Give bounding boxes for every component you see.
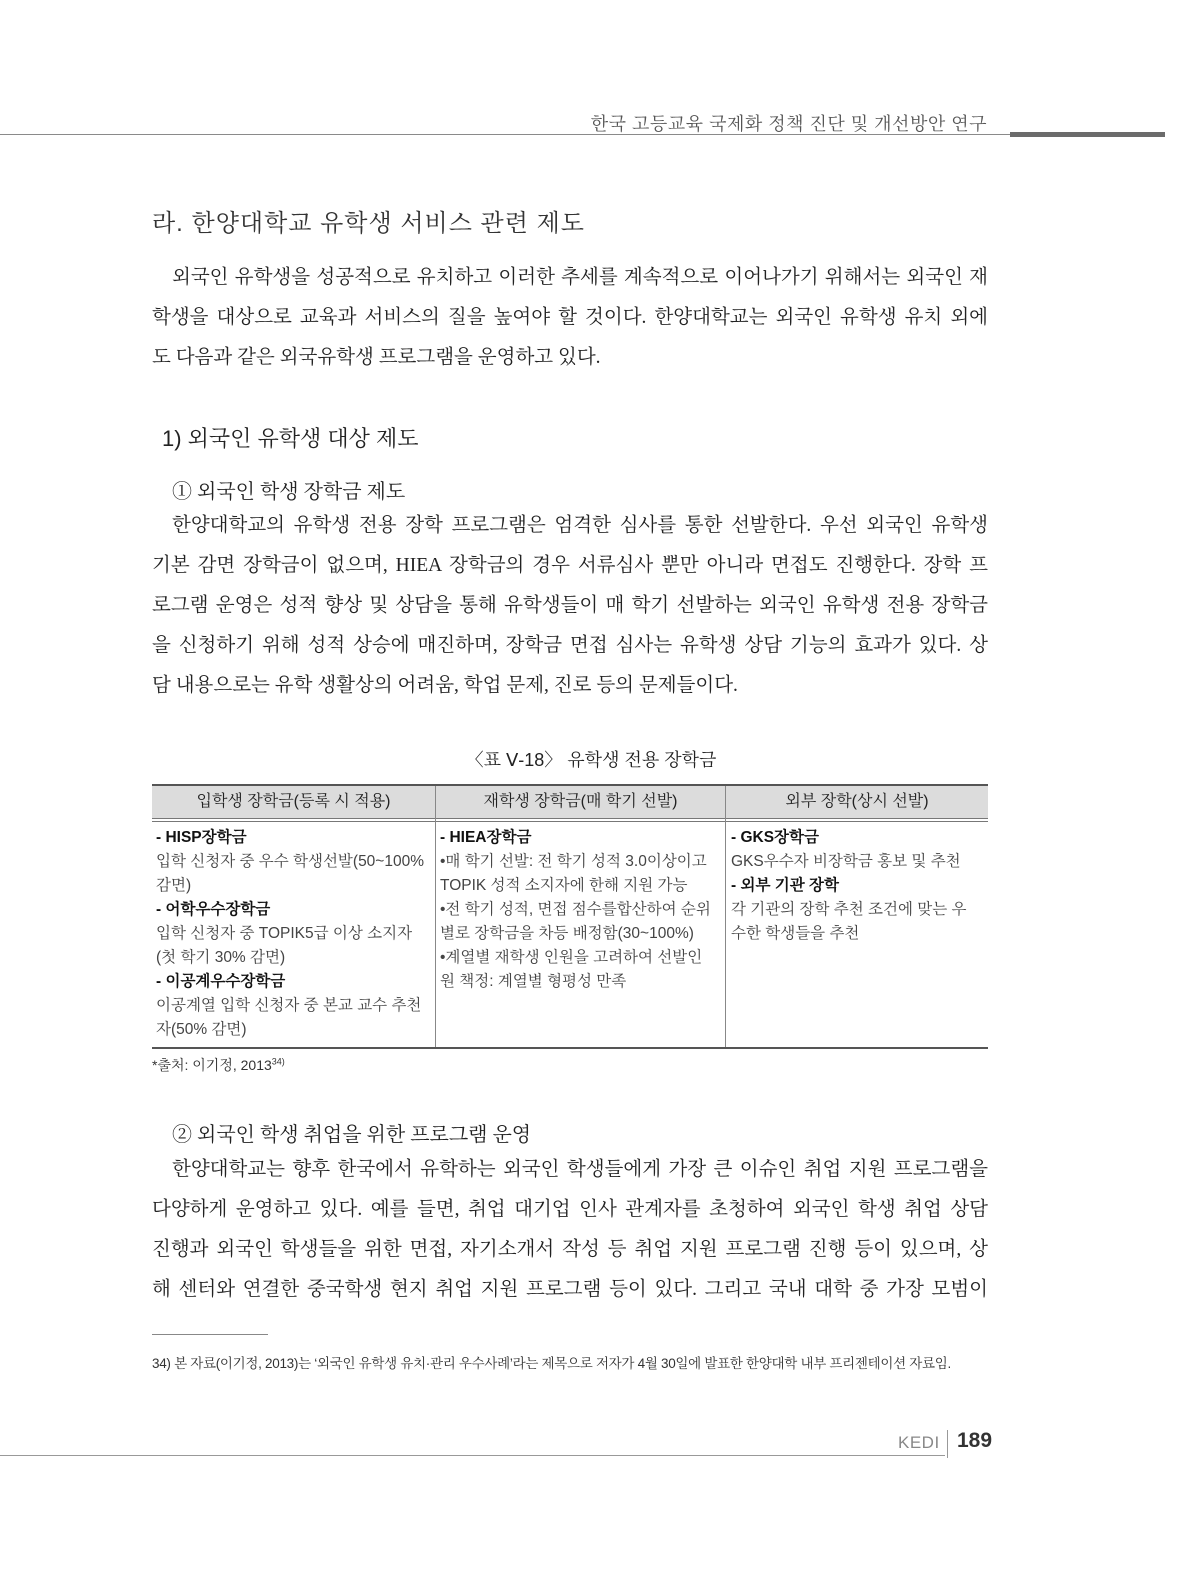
- text-line: 로그램 운영은 성적 향상 및 상담을 통해 유학생들이 매 학기 선발하는 외국인 유학생 전용 장학금: [152, 595, 988, 616]
- table-column-divider: [435, 786, 436, 1048]
- source-text: *출처: 이기정, 2013: [152, 1057, 272, 1073]
- footnote: 34) 본 자료(이기정, 2013)는 ‘외국인 유학생 유치·관리 우수사례’라는 제목으로 저자가 4월 30일에 발표한 한양대학 내부 프리젠테이션 자료임.: [152, 1356, 951, 1371]
- scholarship-detail: •계열별 재학생 인원을 고려하여 선발인: [440, 949, 703, 966]
- text-line: 기본 감면 장학금이 없으며, HIEA 장학금의 경우 서류심사 뿐만 아니라 면접도 진행한다. 장학 프: [152, 555, 988, 576]
- running-header: 한국 고등교육 국제화 정책 진단 및 개선방안 연구: [590, 114, 987, 134]
- header-rule-accent: [1010, 132, 1165, 137]
- table-source: [152, 1055, 285, 1075]
- text-line: 외국인 유학생을 성공적으로 유치하고 이러한 추세를 계속적으로 이어나가기 위해서는 외국인 재: [172, 267, 988, 288]
- table-bottom-rule: [152, 1047, 988, 1049]
- footer-label: KEDI: [898, 1433, 940, 1452]
- intro-paragraph: [152, 258, 988, 378]
- scholarship-detail: 입학 신청자 중 우수 학생선발(50~100%: [156, 853, 424, 870]
- text-line: 한양대학교의 유학생 전용 장학 프로그램은 엄격한 심사를 통한 선발한다. 우선 외국인 유학생: [172, 515, 988, 536]
- table-cell-admission: [156, 826, 432, 1042]
- scholarship-detail: 자(50% 감면): [156, 1021, 247, 1038]
- scholarship-detail: 별로 장학금을 차등 배정함(30~100%): [440, 925, 694, 942]
- scholarship-detail: 각 기관의 장학 추천 조건에 맞는 우: [731, 901, 967, 918]
- scholarship-paragraph: [152, 506, 988, 706]
- text-line: 도 다음과 같은 외국유학생 프로그램을 운영하고 있다.: [152, 347, 601, 368]
- scholarship-detail: 이공계열 입학 신청자 중 본교 교수 추천: [156, 997, 422, 1014]
- employment-paragraph: [152, 1150, 988, 1310]
- table-cell-enrolled: [440, 826, 722, 994]
- scholarship-detail: 입학 신청자 중 TOPIK5급 이상 소지자: [156, 925, 413, 942]
- scholarship-detail: (첫 학기 30% 감면): [156, 949, 286, 966]
- footer-separator: [947, 1430, 948, 1458]
- text-line: 해 센터와 연결한 중국학생 현지 취업 지원 프로그램 등이 있다. 그리고 국내 대학 중 가장 모범이: [152, 1279, 988, 1300]
- table-header-cell: 입학생 장학금(등록 시 적용): [152, 786, 435, 818]
- source-footnote-ref: 34): [271, 1056, 285, 1067]
- footnote-rule: [152, 1334, 268, 1335]
- scholarship-name: - HISP장학금: [156, 829, 247, 846]
- text-line: 을 신청하기 위해 성적 상승에 매진하며, 장학금 면접 심사는 유학생 상담 기능의 효과가 있다. 상: [152, 635, 988, 656]
- scholarship-detail: 수한 학생들을 추천: [731, 925, 860, 942]
- text-line: 진행과 외국인 학생들을 위한 면접, 자기소개서 작성 등 취업 지원 프로그램 진행 등이 있으며, 상: [152, 1239, 988, 1260]
- scholarship-name: - HIEA장학금: [440, 829, 532, 846]
- table-header-cell: 외부 장학(상시 선발): [726, 786, 988, 818]
- scholarship-name: - 어학우수장학금: [156, 901, 271, 918]
- scholarship-detail: 원 책정: 계열별 형평성 만족: [440, 973, 627, 990]
- text-line: 한양대학교는 향후 한국에서 유학하는 외국인 학생들에게 가장 큰 이슈인 취업 지원 프로그램을: [172, 1159, 988, 1180]
- text-line: 다양하게 운영하고 있다. 예를 들면, 취업 대기업 인사 관계자를 초청하여 외국인 학생 취업 상담: [152, 1199, 988, 1220]
- text-line: 담 내용으로는 유학 생활상의 어려움, 학업 문제, 진로 등의 문제들이다.: [152, 675, 738, 696]
- header-rule: [0, 134, 1010, 135]
- scholarship-name: - 이공계우수장학금: [156, 973, 286, 990]
- scholarship-detail: TOPIK 성적 소지자에 한해 지원 가능: [440, 877, 688, 894]
- table-caption: 〈표 Ⅴ-18〉 유학생 전용 장학금: [465, 750, 717, 770]
- table-header-cell: 재학생 장학금(매 학기 선발): [436, 786, 725, 818]
- scholarship-detail: 감면): [156, 877, 192, 894]
- scholarship-name: - GKS장학금: [731, 829, 819, 846]
- scholarship-detail: •전 학기 성적, 면접 점수를합산하여 순위: [440, 901, 711, 918]
- scholarship-detail: •매 학기 선발: 전 학기 성적 3.0이상이고: [440, 853, 707, 870]
- scholarship-detail: GKS우수자 비장학금 홍보 및 추천: [731, 853, 961, 870]
- subsection-title: 1) 외국인 유학생 대상 제도: [162, 426, 419, 451]
- page-number: 189: [957, 1429, 993, 1452]
- footer-rule: [0, 1455, 945, 1456]
- item-title-scholarship: ① 외국인 학생 장학금 제도: [172, 481, 406, 503]
- scholarship-name: - 외부 기관 장학: [731, 877, 839, 894]
- item-title-employment: ② 외국인 학생 취업을 위한 프로그램 운영: [172, 1124, 532, 1146]
- section-title: 라. 한양대학교 유학생 서비스 관련 제도: [152, 210, 585, 237]
- table-cell-external: [731, 826, 986, 946]
- table-column-divider: [725, 786, 726, 1048]
- text-line: 학생을 대상으로 교육과 서비스의 질을 높여야 할 것이다. 한양대학교는 외국인 유학생 유치 외에: [152, 307, 988, 328]
- table-header-rule: [152, 818, 988, 822]
